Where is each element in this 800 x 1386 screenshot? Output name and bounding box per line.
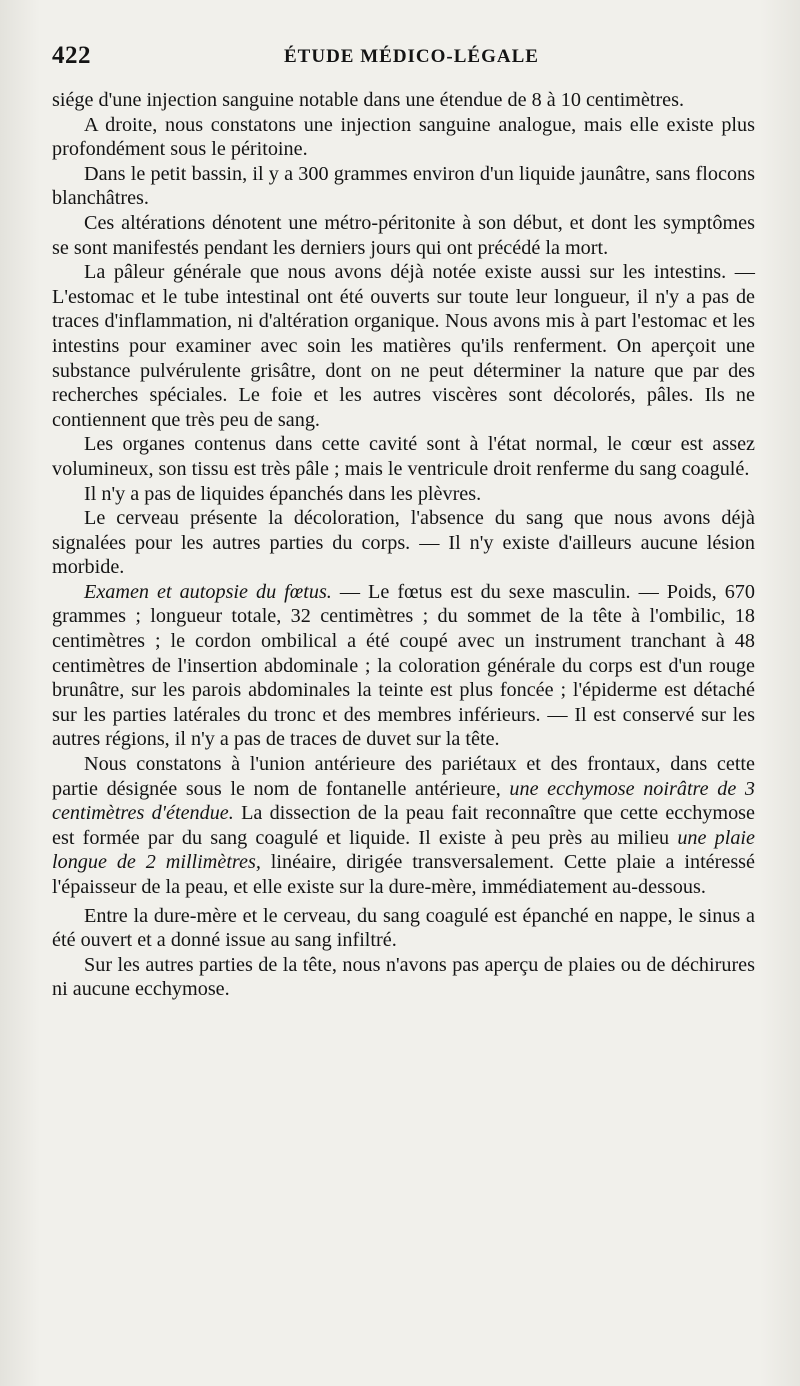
paragraph-pleura: Il n'y a pas de liquides épanchés dans les plèvres. [84, 482, 482, 505]
paragraph-organs: Les organes contenus dans cette cavité sont à l'état normal, le cœur est assez volumineux, son tissu est très pâle ; mais le ventricule droit renferme du sang coagulé. [52, 433, 755, 480]
paragraph-dura-mater: Entre la dure-mère et le cerveau, du sang coagulé est épanché en nappe, le sinus a été ouvert et a donné issue au sang infiltré. [52, 904, 755, 952]
page-number: 422 [52, 42, 91, 69]
fontanelle-italic-1: une ecchymose noirâtre de 3 centimètres d'étendue. [52, 777, 755, 825]
page-header [52, 42, 758, 82]
body-text [52, 88, 755, 1002]
paragraph-head-other: Sur les autres parties de la tête, nous n'avons pas aperçu de plaies ou de déchirures ni aucune ecchymose. [52, 953, 755, 1001]
fontanelle-italic-2: une plaie longue de 2 millimètres, [52, 826, 755, 874]
fontanelle-text-1: Nous constatons à l'union antérieure des pariétaux et des frontaux, dans cette partie désignée sous le nom de fontanelle antérieure, [52, 753, 755, 800]
paragraph-fetus-exam [52, 580, 755, 752]
fontanelle-text-2: La dissection de la peau fait reconnaître que cette ecchymose est formée par du sang coagulé et liquide. Il existe à peu près au milieu [52, 802, 755, 849]
fetus-exam-heading: Examen et autopsie du fœtus. [84, 580, 332, 603]
running-head: ÉTUDE MÉDICO-LÉGALE [284, 46, 539, 67]
paragraph-fontanelle [52, 752, 755, 900]
paragraph-intestines: La pâleur générale que nous avons déjà notée existe aussi sur les intestins. — L'estomac et le tube intestinal ont été ouverts sur toute leur longueur, il n'y a pas de traces d'inflammation, ni d'altération organique. Nous avons mis à part l'estomac et les intestins pour examiner avec soin les matières qu'ils renferment. On aperçoit une substance pulvérulente grisâtre, dont on ne peut déterminer la nature que par des recherches spéciales. Le foie et les autres viscères sont décolorés, pâles. Ils ne contiennent que très peu de sang. [52, 261, 755, 431]
paragraph-metro-peritonitis: Ces altérations dénotent une métro-péritonite à son début, et dont les symptômes se sont manifestés pendant les derniers jours qui ont précédé la mort. [52, 211, 755, 259]
paragraph-brain: Le cerveau présente la décoloration, l'absence du sang que nous avons déjà signalées pour les autres parties du corps. — Il n'y existe d'ailleurs aucune lésion morbide. [52, 507, 755, 579]
paragraph-right-side: A droite, nous constatons une injection sanguine analogue, mais elle existe plus profondément sous le péritoine. [52, 113, 755, 161]
paragraph-pelvis: Dans le petit bassin, il y a 300 grammes environ d'un liquide jaunâtre, sans flocons blanchâtres. [52, 162, 755, 210]
fetus-exam-text: — Le fœtus est du sexe masculin. — Poids, 670 grammes ; longueur totale, 32 centimètres ; du sommet de la tête à l'ombilic, 18 centimètres ; le cordon ombilical a été coupé avec un instrument tranchant à 48 centimètres de l'insertion abdominale ; la coloration générale du corps est d'un rouge brunâtre, sur les parois abdominales la teinte est plus foncée ; l'épiderme est détaché sur les parties latérales du tronc et des membres inférieurs. — Il est conservé sur les autres régions, il n'y a pas de traces de duvet sur la tête. [52, 580, 755, 751]
paragraph-continuation: siége d'une injection sanguine notable dans une étendue de 8 à 10 centimètres. [52, 89, 685, 111]
fontanelle-text-3: linéaire, dirigée transversalement. Cette plaie a intéressé l'épaisseur de la peau, et elle existe sur la dure-mère, immédiatement au-dessous. [52, 851, 755, 898]
